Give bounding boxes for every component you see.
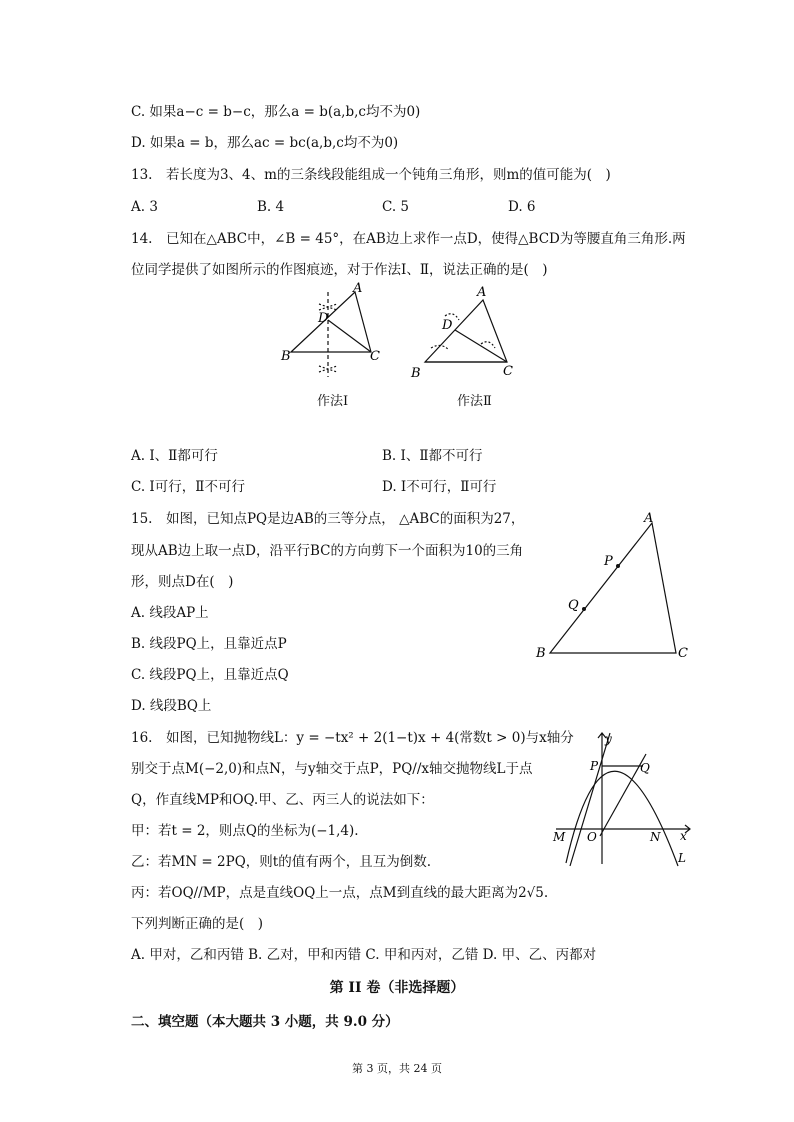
q16-label-p: P (590, 759, 599, 773)
q15-option-a: A. 线段AP上 (131, 605, 209, 621)
q15-label-q: Q (568, 598, 579, 613)
fig2-label-a: A (477, 285, 487, 300)
fig1-label-c: C (370, 349, 380, 364)
fig1-label-d: D (318, 311, 329, 326)
q14-caption-method-1: 作法Ⅰ (317, 394, 349, 409)
triangle-abc-2 (425, 300, 507, 362)
q12-option-d: D. 如果a = b，那么ac = bc(a,b,c均不为0) (131, 135, 399, 151)
page-footer: 第 3 页，共 24 页 (352, 1062, 442, 1075)
q16-label-q: Q (640, 761, 650, 775)
q13-option-c: C. 5 (382, 199, 410, 215)
q13-option-a: A. 3 (131, 199, 158, 215)
q16-label-n: N (650, 830, 661, 844)
q13-stem: 13. 若长度为3、4、m的三条线段能组成一个钝角三角形，则m的值可能为( ) (131, 167, 611, 183)
q15-option-d: D. 线段BQ上 (131, 698, 212, 714)
q14-figure-method-2 (425, 300, 507, 362)
q14-option-b: B. Ⅰ、Ⅱ都不可行 (382, 448, 483, 464)
q15-label-a: A (644, 511, 654, 526)
q16-statement-jia: 甲：若t = 2，则点Q的坐标为(−1,4). (131, 823, 359, 839)
q14-figure-method-1 (291, 292, 371, 377)
q13-option-d: D. 6 (508, 199, 536, 215)
q14-stem-line1: 14. 已知在△ABC中，∠B = 45°，在AB边上求作一点D，使得△BCD为等腰直角三角形.两 (131, 231, 686, 247)
q16-line1: 16. 如图，已知抛物线L：y = −tx² + 2(1−t)x + 4(常数t > 0)与x轴分 (131, 730, 574, 746)
q14-option-d: D. Ⅰ不可行，Ⅱ可行 (382, 479, 497, 495)
fig2-label-c: C (503, 364, 513, 379)
q16-label-o: O (587, 830, 597, 844)
segment-dc-1 (328, 320, 371, 352)
q16-statement-yi: 乙：若MN = 2PQ，则t的值有两个，且互为倒数. (131, 854, 431, 870)
section-heading: 二、填空题（本大题共 3 小题，共 9.0 分） (131, 1014, 399, 1030)
q16-ask: 下列判断正确的是( ) (131, 916, 264, 932)
fig1-label-a: A (353, 282, 363, 296)
q16-options: A. 甲对，乙和丙错 B. 乙对，甲和丙错 C. 甲和丙对，乙错 D. 甲、乙、丙都对 (131, 947, 597, 963)
q16-line3: Q，作直线MP和OQ.甲、乙、丙三人的说法如下： (131, 792, 434, 808)
q16-label-x: x (680, 829, 687, 843)
q15-label-p: P (604, 554, 613, 569)
q14-option-c: C. Ⅰ可行，Ⅱ不可行 (131, 479, 245, 495)
fig2-label-b: B (411, 366, 421, 381)
q15-label-b: B (536, 646, 546, 661)
q13-option-b: B. 4 (257, 199, 285, 215)
q14-stem-line2: 位同学提供了如图所示的作图痕迹，对于作法Ⅰ、Ⅱ，说法正确的是( ) (131, 262, 548, 278)
point-q (582, 607, 586, 611)
q15-line2: 现从AB边上取一点D，沿平行BC的方向剪下一个面积为10的三角 (131, 543, 524, 559)
triangle-abc (550, 523, 676, 653)
q15-option-c: C. 线段PQ上，且靠近点Q (131, 667, 289, 683)
q15-label-c: C (678, 646, 688, 661)
point-p (616, 564, 620, 568)
q15-line3: 形，则点D在( ) (131, 574, 234, 590)
q16-figure (548, 728, 698, 870)
q16-statement-bing: 丙：若OQ//MP，点是直线OQ上一点，点M到直线的最大距离为2√5. (131, 885, 549, 901)
q14-figures (275, 282, 525, 392)
volume-title: 第 II 卷（非选择题） (329, 980, 465, 996)
fig2-label-d: D (442, 318, 453, 333)
fig1-label-b: B (281, 349, 291, 364)
q15-figure (530, 505, 700, 665)
parabola-l (566, 771, 678, 866)
q16-label-y: y (605, 732, 612, 746)
segment-dc-2 (455, 330, 507, 362)
q16-label-m: M (553, 830, 566, 844)
q15-line1: 15. 如图，已知点PQ是边AB的三等分点， △ABC的面积为27， (131, 511, 525, 527)
q14-option-a: A. Ⅰ、Ⅱ都可行 (131, 448, 218, 464)
q16-label-l: L (678, 851, 686, 865)
q12-option-c: C. 如果a−c = b−c，那么a = b(a,b,c均不为0) (131, 104, 421, 120)
q14-caption-method-2: 作法Ⅱ (457, 394, 492, 409)
q15-option-b: B. 线段PQ上，且靠近点P (131, 636, 287, 652)
q16-line2: 别交于点M(−2,0)和点N，与y轴交于点P，PQ//x轴交抛物线L于点 (131, 761, 533, 777)
line-mp (570, 733, 610, 866)
